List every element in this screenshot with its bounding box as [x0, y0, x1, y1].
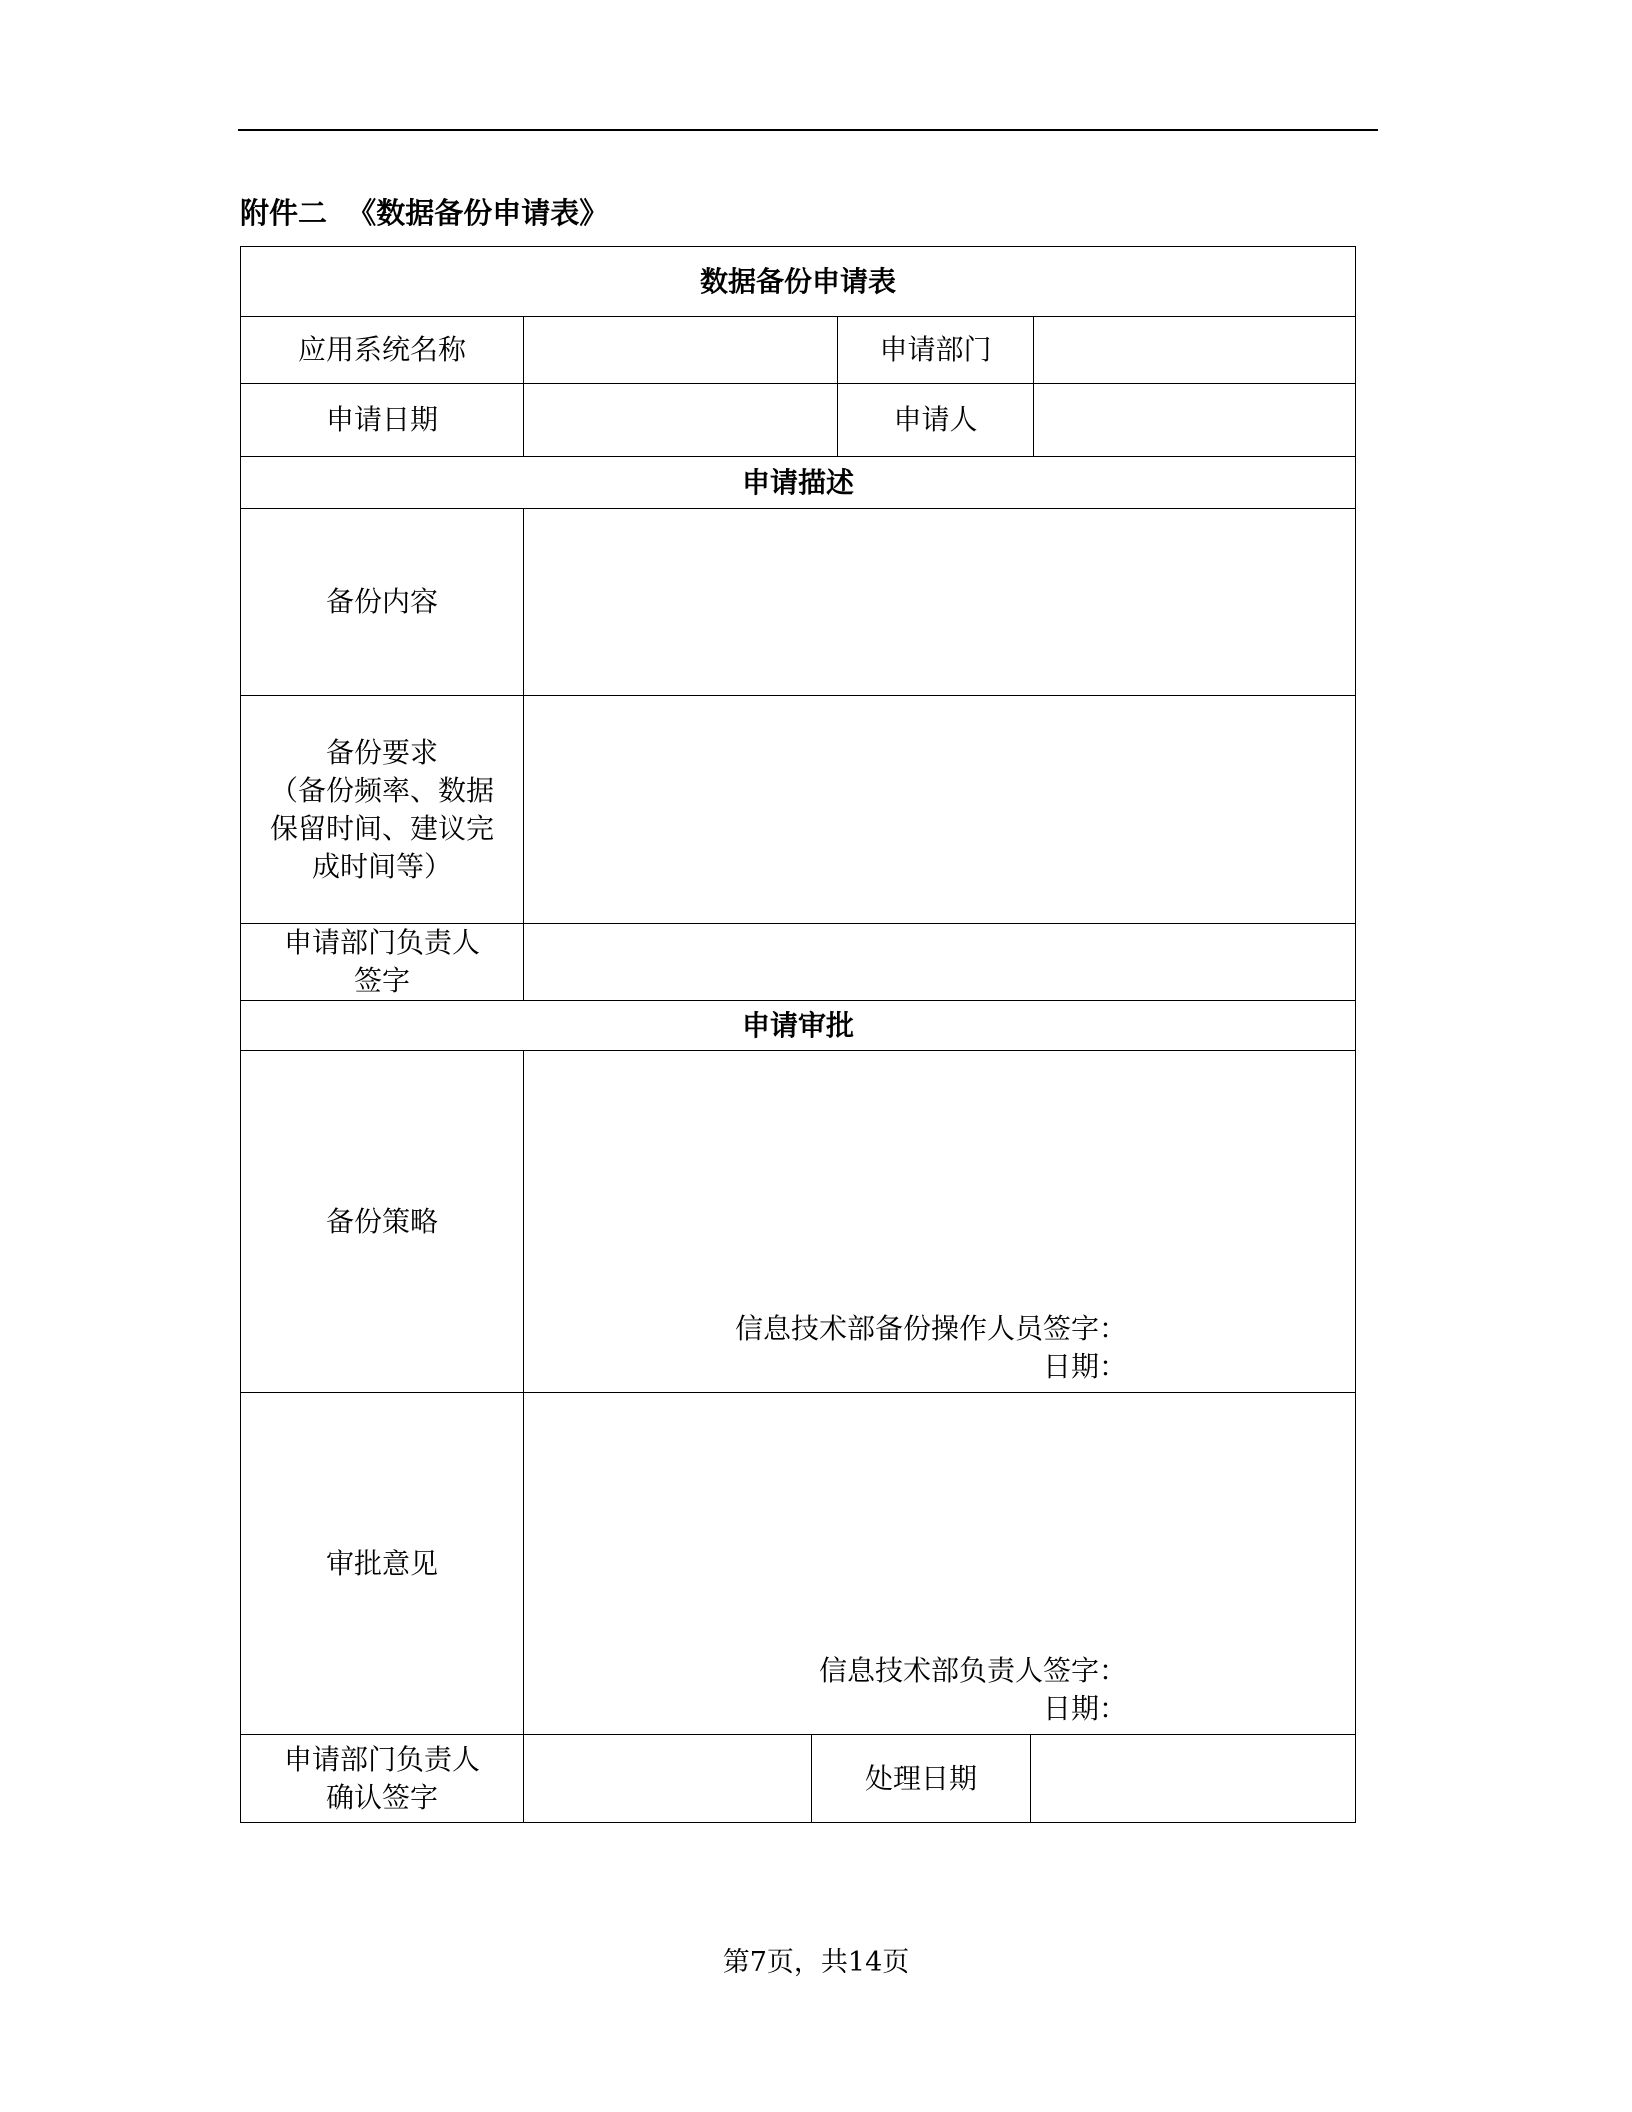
- backup-requirement-field[interactable]: [524, 696, 1356, 924]
- applicant-field[interactable]: [1034, 384, 1356, 457]
- backup-requirement-label-line3: 保留时间、建议完: [269, 811, 494, 845]
- description-section-heading: 申请描述: [241, 457, 1356, 509]
- backup-request-form: [240, 246, 1356, 1823]
- confirm-sign-label-line1: 申请部门负责人: [283, 1742, 480, 1776]
- approval-opinion-signature-block: [819, 1652, 1127, 1728]
- process-date-field[interactable]: [1031, 1735, 1356, 1823]
- form-title: 数据备份申请表: [241, 247, 1356, 317]
- app-system-name-label: 应用系统名称: [241, 317, 524, 384]
- approval-opinion-date-label: 日期：: [1043, 1692, 1128, 1725]
- attachment-title: 附件二 《数据备份申请表》: [240, 196, 609, 230]
- dept-head-sign-label-line1: 申请部门负责人: [283, 926, 480, 959]
- page-footer: 第7页，共14页: [722, 1947, 910, 1978]
- approval-section-heading: 申请审批: [241, 1001, 1356, 1051]
- apply-date-label: 申请日期: [241, 384, 524, 457]
- backup-operator-signature-label: 信息技术部备份操作人员签字：: [735, 1312, 1128, 1345]
- backup-requirement-label-line1: 备份要求: [325, 735, 438, 769]
- backup-strategy-label: 备份策略: [241, 1051, 524, 1393]
- applicant-label: 申请人: [838, 384, 1034, 457]
- backup-strategy-signature-block: [735, 1310, 1127, 1386]
- dept-head-sign-label: [241, 924, 524, 1001]
- approval-opinion-label: 审批意见: [241, 1393, 524, 1735]
- backup-requirement-label-line4: 成时间等）: [311, 849, 452, 883]
- backup-requirement-label: [241, 696, 524, 924]
- confirm-sign-field[interactable]: [524, 1735, 812, 1823]
- backup-content-field[interactable]: [524, 509, 1356, 696]
- apply-dept-field[interactable]: [1034, 317, 1356, 384]
- apply-date-field[interactable]: [524, 384, 838, 457]
- confirm-sign-label: [241, 1735, 524, 1823]
- dept-head-sign-field[interactable]: [524, 924, 1356, 1001]
- backup-requirement-label-line2: （备份频率、数据: [269, 773, 494, 807]
- header-rule: [238, 129, 1378, 131]
- it-head-signature-label: 信息技术部负责人签字：: [819, 1654, 1128, 1687]
- process-date-label: 处理日期: [812, 1735, 1031, 1823]
- apply-dept-label: 申请部门: [838, 317, 1034, 384]
- backup-strategy-field[interactable]: [524, 1051, 1356, 1393]
- confirm-sign-label-line2: 确认签字: [325, 1780, 438, 1814]
- approval-opinion-field[interactable]: [524, 1393, 1356, 1735]
- backup-content-label: 备份内容: [241, 509, 524, 696]
- app-system-name-field[interactable]: [524, 317, 838, 384]
- backup-strategy-date-label: 日期：: [1043, 1350, 1128, 1383]
- dept-head-sign-label-line2: 签字: [353, 964, 410, 997]
